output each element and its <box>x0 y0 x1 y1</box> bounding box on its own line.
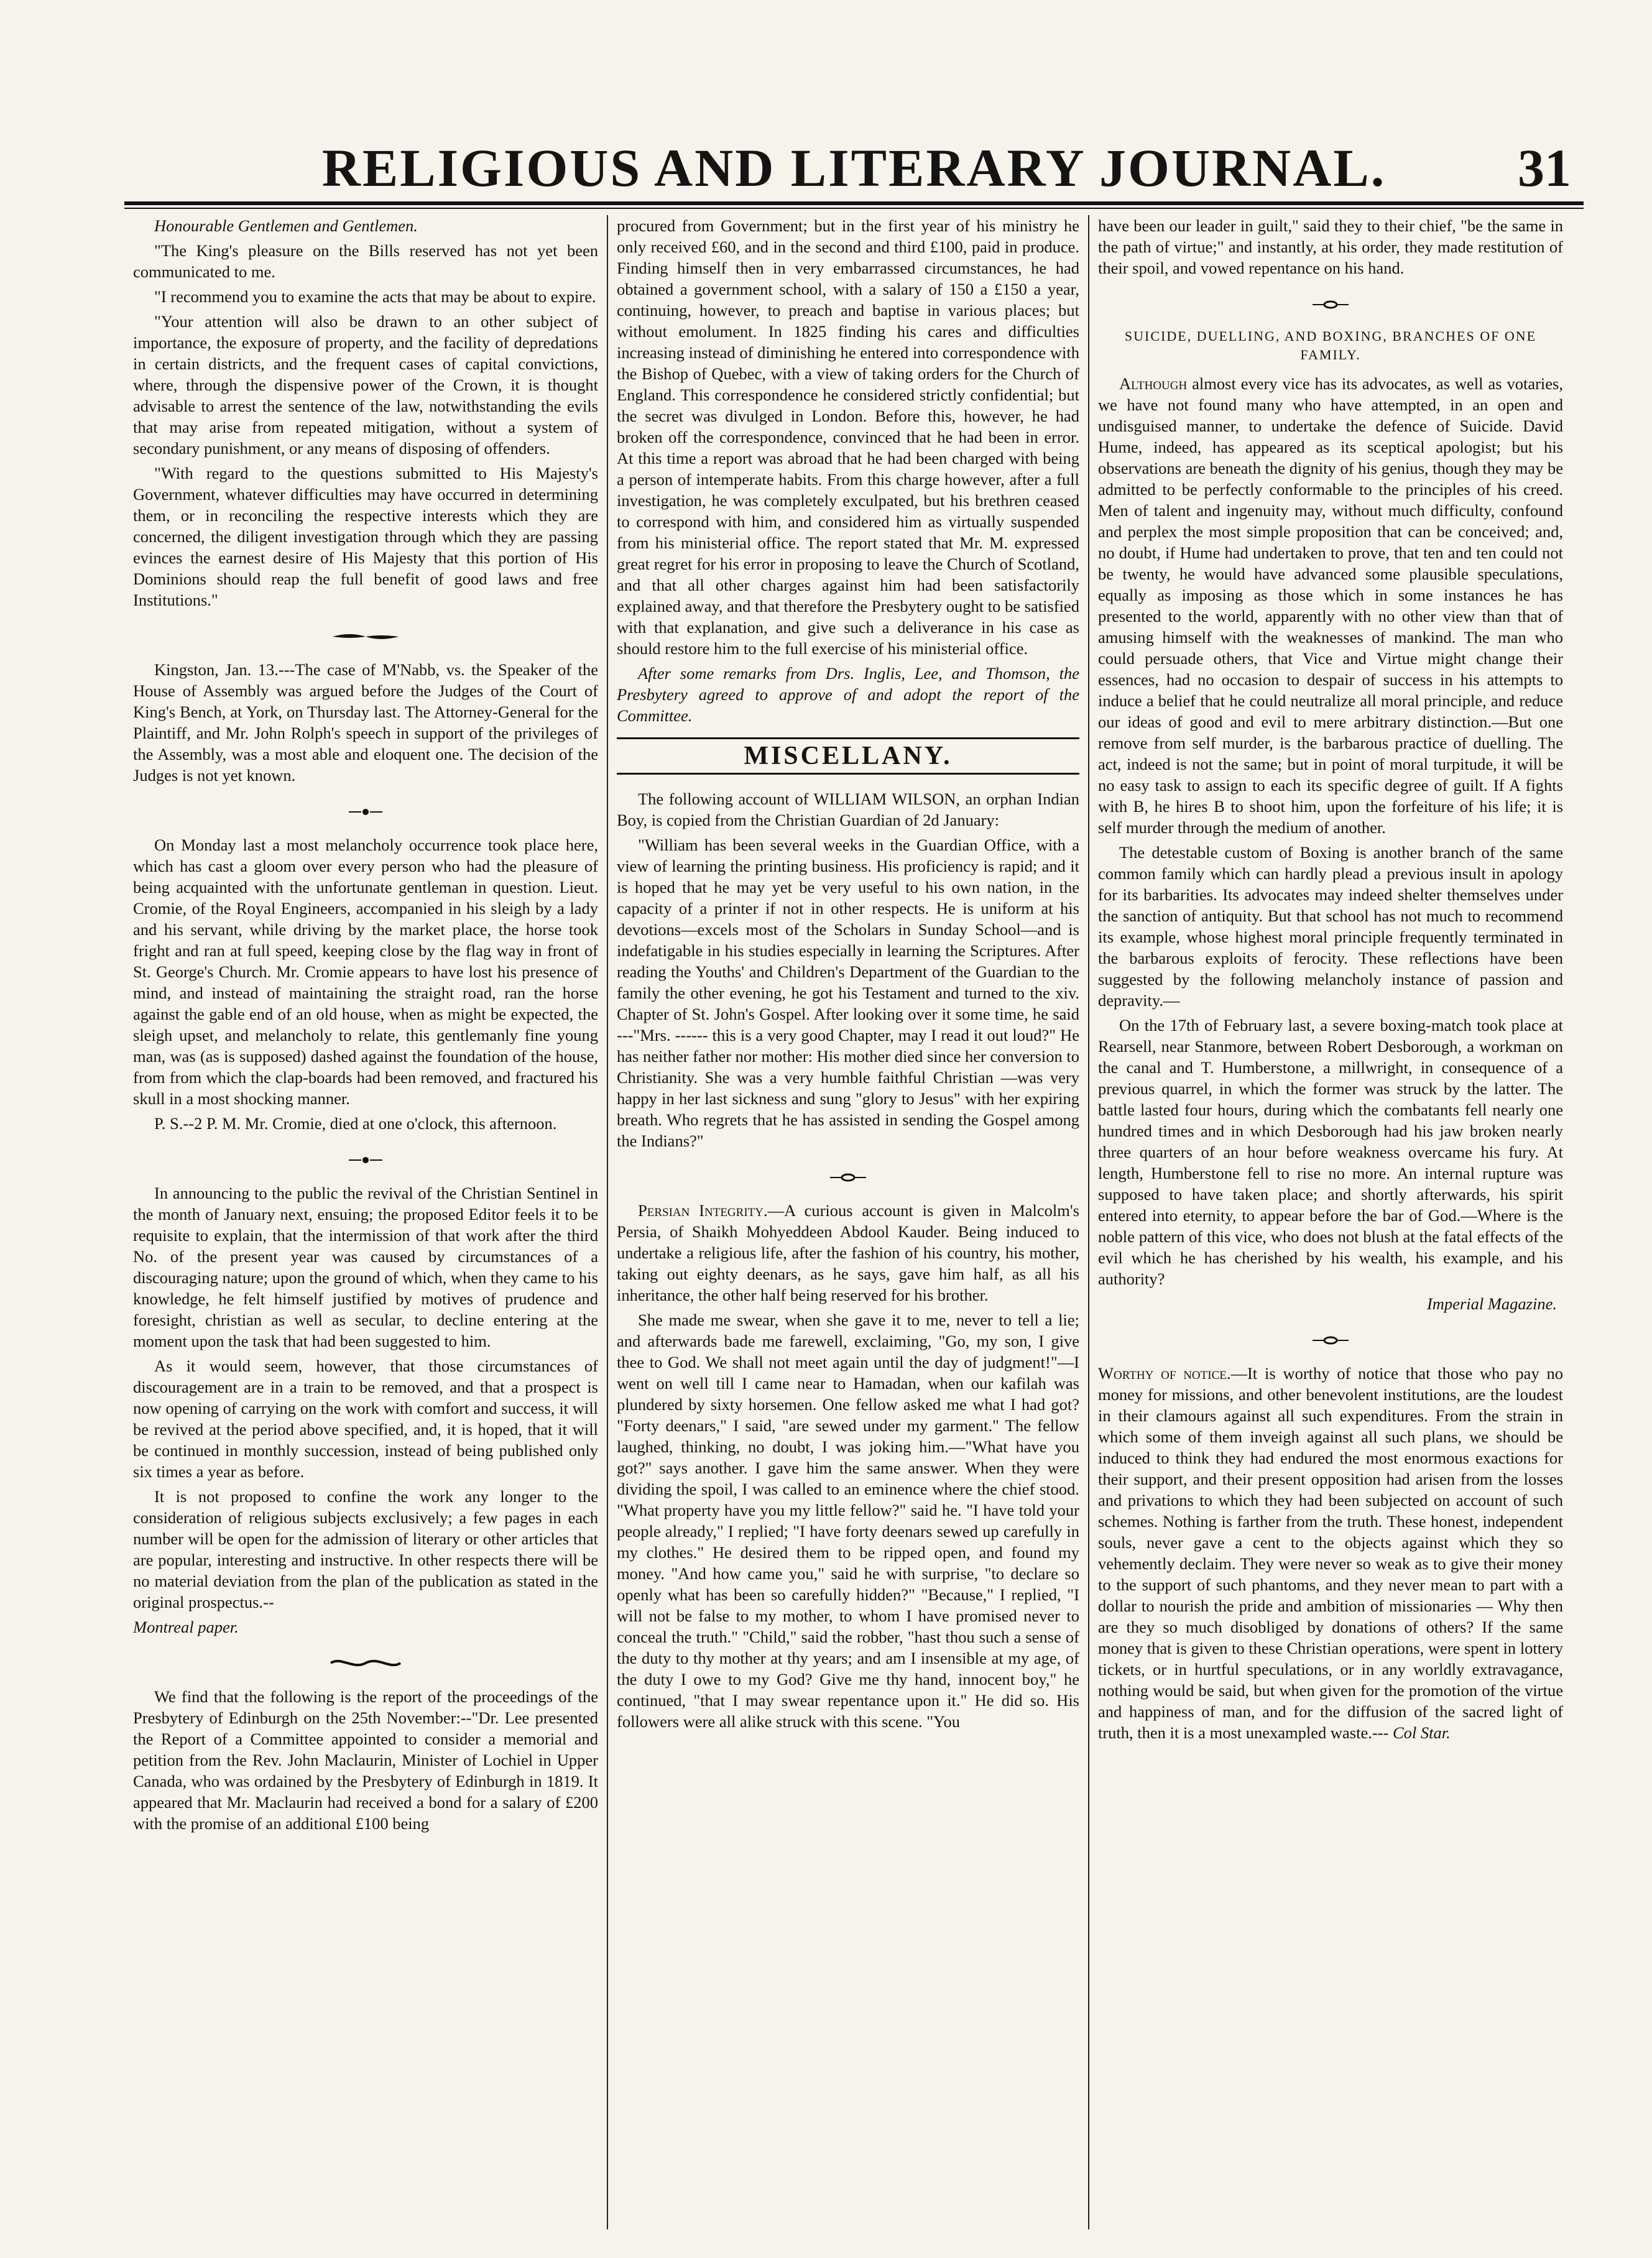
source-credit: Imperial Magazine. <box>1426 1294 1557 1313</box>
paragraph <box>617 1200 1079 1306</box>
paragraph-lead: Worthy of notice. <box>1098 1364 1231 1383</box>
paragraph: "With regard to the questions submitted to His Majesty's Government, whatever difficulties may have occurred in determining them, or in reconciling the respective interests which they are concerned, the diligent investigation through which they are passing evinces the earnest desire of His Majesty that this portion of His Dominions should reap the full benefit of good laws and free Institutions." <box>133 464 598 609</box>
columns <box>124 215 1584 2229</box>
paragraph: As it would seem, however, that those circumstances of discouragement are in a train to be removed, and that a prospect is now opening of carrying on the work with comfort and success, it will be revived at the period above specified, and, it is hoped, that it will be continued in monthly succession, instead of being published only six times a year as before. <box>133 1357 598 1481</box>
column-right <box>1089 215 1572 2229</box>
paragraph: "Your attention will also be drawn to an other subject of importance, the exposure of property, and the facility of depredations in certain districts, and the frequent cases of capital convictions, where, through the dispensive power of the Crown, it is thought advisable to arrest the sentence of the law, notwithstanding the evils that may arise from repeated mitigation, without a system of secondary punishment, or any means of disposing of offenders. <box>133 312 598 458</box>
source-credit: Montreal paper. <box>133 1618 239 1636</box>
source-credit: Col Star. <box>1392 1723 1451 1742</box>
column-left <box>124 215 607 2229</box>
paragraph: "The King's pleasure on the Bills reserved has not yet been communicated to me. <box>133 241 598 281</box>
paragraph: On the 17th of February last, a severe boxing-match took place at Rearsell, near Stanmore, between Robert Desborough, a workman on the canal and T. Humberstone, a millwright, in consequence of a previous quarrel, in which the former was struck by the latter. The battle lasted four hours, during which the combatants fell nearly one hundred times and in which Desborough had his jaw broken nearly three quarters of an hour before weakness overcame his fury. At length, Humberstone fell to rise no more. An internal rupture was supposed to have taken place; and shortly afterwards, his spirit entered into eternity, to appear before the bar of God.—Where is the noble pattern of this vice, who does not blush at the fatal effects of the evil which he has cherished by his wealth, his example, and his authority? <box>1098 1016 1563 1288</box>
paragraph: procured from Government; but in the first year of his ministry he only received £60, and in the second and third £100, paid in produce. Finding himself then in very embarrassed circumstances, he had obtained a government school, with a salary of 150 a £150 a year, continuing, however, to preach and baptise in various places; but without emolument. In 1825 finding his cares and difficulties increasing instead of diminishing he entered into correspondence with the Bishop of Quebec, with a view of taking orders for the Church of England. This correspondence he considered strictly confidential; but the secret was divulged in London. Before this, however, he had broken off the correspondence, convinced that he had been in error. At this time a report was abroad that he had been charged with being a person of intemperate habits. From this charge however, after a full investigation, he was completely exculpated, but his brethren ceased to correspond with him, and considered him as virtually suspended from his ministerial office. The report stated that Mr. M. expressed great regret for his error in proposing to leave the Church of Scotland, and that all other charges against him had been satisfactorily explained away, and that therefore the Presbytery ought to be satisfied with that explanation, and give such a deliverance in his case as should restore him to the full exercise of his ministerial office. <box>617 216 1079 658</box>
paragraph: "I recommend you to examine the acts that may be about to expire. <box>154 287 596 306</box>
paragraph: The following account of WILLIAM WILSON, an orphan Indian Boy, is copied from the Christian Guardian of 2d January: <box>617 790 1079 829</box>
paragraph: After some remarks from Drs. Inglis, Lee, and Thomson, the Presbytery agreed to approve of and adopt the report of the Committee. <box>617 664 1079 725</box>
ornament-divider <box>133 1150 598 1166</box>
ornament-divider <box>133 1654 598 1670</box>
ornament-divider <box>133 802 598 818</box>
paragraph: Kingston, Jan. 13.---The case of M'Nabb, vs. the Speaker of the House of Assembly was argued before the Judges of the Court of King's Bench, at York, on Thursday last. The Attorney-General for the Plaintiff, and Mr. John Rolph's speech in support of the privileges of the Assembly, was a most able and eloquent one. The decision of the Judges is not yet known. <box>133 660 598 785</box>
ornament-divider <box>1098 295 1563 311</box>
ornament-divider <box>133 627 598 643</box>
paragraph: have been our leader in guilt," said they to their chief, "be the same in the path of virtue;" and instantly, at his order, they made restitution of their spoil, and vowed repentance on his hand. <box>1098 216 1563 277</box>
speech-salutation: Honourable Gentlemen and Gentlemen. <box>154 216 418 235</box>
ornament-divider <box>1098 1330 1563 1347</box>
paragraph: P. S.--2 P. M. Mr. Cromie, died at one o'clock, this afternoon. <box>154 1114 557 1133</box>
paragraph <box>1098 1363 1563 1743</box>
paragraph: We find that the following is the report of the proceedings of the Presbytery of Edinburgh on the 25th November:--"Dr. Lee presented the Report of a Committee appointed to consider a memorial and petition from the Rev. John Maclaurin, Minister of Lochiel in Upper Canada, who was ordained by the Presbytery of Edinburgh in 1819. It appeared that Mr. Maclaurin had received a bond for a salary of £200 with the promise of an additional £100 being <box>133 1687 598 1833</box>
paragraph: On Monday last a most melancholy occurrence took place here, which has cast a gloom over every person who had the pleasure of being acquainted with the unfortunate gentleman in question. Lieut. Cromie, of the Royal Engineers, accompanied in his sleigh by a lady and his servant, while driving by the market place, the horse took fright and ran at full speed, keeping close by the flag way in front of St. George's Church. Mr. Cromie appears to have lost his presence of mind, and instead of maintaining the straight road, ran the horse against the gable end of an old house, when as might be expected, the sleigh upset, and melancholy to relate, this gentlemanly fine young man, was (as is supposed) dashed against the foundation of the house, from from which the clap-boards had been removed, and fractured his skull in a most shocking manner. <box>133 836 598 1108</box>
paragraph: It is not proposed to confine the work any longer to the consideration of religious subjects exclusively; a few pages in each number will be open for the admission of literary or other articles that are popular, interesting and instructive. In other respects there will be no material deviation from the plan of the publication as stated in the original prospectus.-- <box>133 1487 598 1611</box>
paragraph: In announcing to the public the revival of the Christian Sentinel in the month of January next, ensuing; the proposed Editor feels it to be requisite to explain, that the intermission of that work after the third No. of the present year was caused by circumstances of a discouraging nature; upon the ground of which, when they came to his knowledge, he felt himself justified by motives of prudence and foresight, christian as well as secular, to decline entering at the moment upon the task that had been suggested to him. <box>133 1184 598 1350</box>
journal-title: RELIGIOUS AND LITERARY JOURNAL. <box>321 138 1387 198</box>
masthead-rule-thick <box>124 201 1584 205</box>
masthead-rule-thin <box>124 208 1584 209</box>
section-heading-miscellany: MISCELLANY. <box>617 737 1079 775</box>
paragraph: She made me swear, when she gave it to me, never to tell a lie; and afterwards bade me farewell, exclaiming, "Go, my son, I give thee to God. We shall not meet again until the day of judgment!"—I went on well till I came near to Hamadan, when our kafilah was plundered by sixty horsemen. One fellow asked me what I had got? "Forty deenars," I said, "are sewed under my garment." The fellow laughed, thinking, no doubt, I was joking him.—"What have you got?" says another. I gave him the same answer. When they were dividing the spoil, I was called to an eminence where the chief stood. "What property have you my little fellow?" said he. "I have told your people already," I replied; "I have forty deenars sewed up carefully in my clothes." He desired them to be ripped open, and found my money. "And how came you," said he with surprise, "to declare so openly what has been so carefully hidden?" "Because," I replied, "I will not be false to my mother, to whom I have promised never to conceal the truth." "Child," said the robber, "hast thou such a sense of the duty to thy mother at thy years; and am I insensible at my age, of the duty I owe to my God? Give me thy hand, innocent boy," he continued, "that I may swear repentance upon it." He did so. His followers were all alike struck with this scene. "You <box>617 1311 1079 1731</box>
article-heading: SUICIDE, DUELLING, AND BOXING, BRANCHES OF ONE FAMILY. <box>1124 328 1537 362</box>
paragraph-body: —A curious account is given in Malcolm's Persia, of Shaikh Mohyeddeen Abdool Kauder. Being induced to undertake a religious life, after the fashion of his country, his mother, taking out eighty deenars, as he says, gave him half, as all his inheritance, the other half being reserved for his brother. <box>617 1201 1079 1304</box>
ornament-divider <box>617 1168 1079 1184</box>
paragraph: "William has been several weeks in the Guardian Office, with a view of learning the printing business. His proficiency is rapid; and it is hoped that he may yet be very useful to his own nation, in the capacity of a printer if not in other respects. He is uniform at his devotions—excels most of the Scholars in Sunday School—and is indefatigable in his studies especially in learning the Scriptures. After reading the Youths' and Children's Department of the Guardian to the family the other evening, he got his Testament and turned to the xiv. Chapter of St. John's Gospel. After looking over it some time, he said ---"Mrs. ------ this is a very good Chapter, may I read it out loud?" He has neither father nor mother: His mother died since her conversion to Christianity. She was a very humble faithful Christian —was very happy in her last sickness and sung "glory to Jesus" with her expiring breath. Who regrets that he has assisted in sending the Gospel among the Indians?" <box>617 836 1079 1150</box>
paragraph-body: —It is worthy of notice that those who pay no money for missions, and other benevolent institutions, are the loudest in their clamours against all such expenditures. From the strain in which some of them inveigh against all such plans, we should be induced to think they had endured the most enormous exactions for their support, and their present opposition had arisen from the losses and privations to which they had been subjected on account of such schemes. Nothing is farther from the truth. These honest, independent souls, never gave a cent to the objects against which they so vehemently declaim. They were never so weak as to give their money to the support of such phantoms, and they never mean to part with a dollar to nourish the pride and ambition of missionaries — Why then are they so much disobliged by donations of others? If the same money that is given to these Christian operations, were spent in lottery tickets, or in hurtful speculations, or in any worldly extravagance, nothing would be said, but when given for the promotion of the virtue and happiness of man, and for the diffusion of the sacred light of truth, then it is a most unexampled waste.--- <box>1098 1364 1563 1742</box>
paragraph: The detestable custom of Boxing is another branch of the same common family which can hardly plead a previous insult in apology for its barbarities. Its advocates may indeed shelter themselves under the sanction of antiquity. But that school has not much to recommend its example, whose highest moral principle frequently terminated in the barbarous exploits of ferocity. These reflections have been suggested by the following melancholy instance of passion and depravity.— <box>1098 843 1563 1010</box>
column-middle <box>607 215 1089 2229</box>
paragraph-lead: Persian Integrity. <box>638 1201 768 1220</box>
masthead <box>124 124 1584 199</box>
paragraph-body: almost every vice has its advocates, as well as votaries, we have not found many who have attempted, in an open and undisguised manner, to undertake the defence of Suicide. David Hume, indeed, has appeared as its sceptical apologist; but his observations are beneath the dignity of his genius, though they may be admitted to be perfectly conformable to the principles of his creed. Men of talent and ingenuity may, without much difficulty, confound and perplex the most simple proposition that can be conceived; and, no doubt, if Hume had undertaken to prove, that ten and ten could not be twenty, he would have advanced some plausible speculations, equally as imposing as those which in some instances he has presented to the world, apparently with no other view than that of amusing himself with the weaknesses of mankind. The man who could persuade others, that Vice and Virtue might change their essences, had no occasion to despair of success in his attempts to induce a belief that he could neutralize all moral principle, and reduce our ideas of good and evil to mere arbitrary distinction.—But one remove from self murder, is the barbarous practice of duelling. The act, indeed is not the same; but in point of moral turpitude, it will be no easy task to assign to each its specific degree of guilt. If A fights with B, he hires B to shoot him, upon the forfeiture of his life; it is self murder through the medium of another. <box>1098 374 1563 837</box>
paragraph-lead: Although <box>1119 374 1188 393</box>
page-number: 31 <box>1518 138 1571 198</box>
paragraph <box>1098 373 1563 838</box>
